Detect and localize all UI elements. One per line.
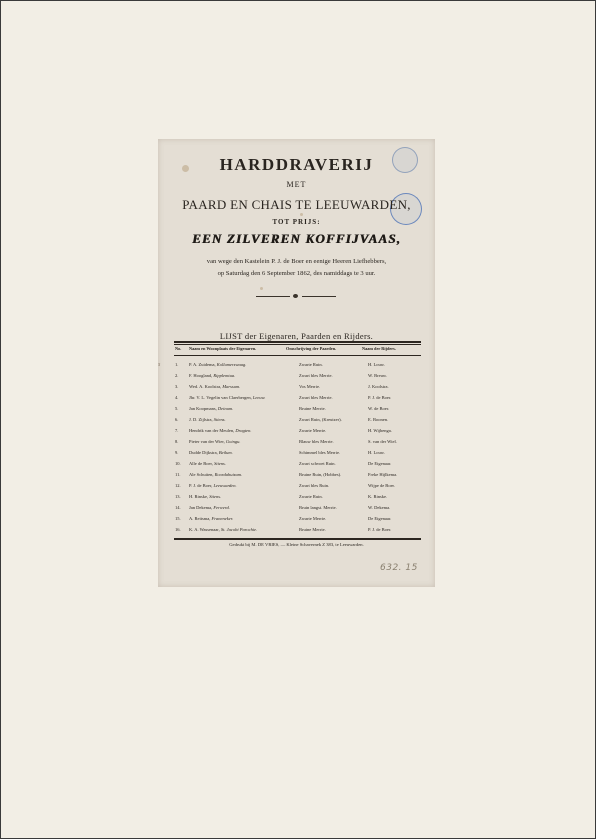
horse-description: Zwarte Merrie. xyxy=(299,428,327,433)
horse-description: Zwart bles Merrie. xyxy=(299,395,333,400)
horse-description: Bruine Merrie. xyxy=(299,527,326,532)
margin-mark: 5 xyxy=(158,362,161,367)
horse-description: Bruine Ruin, (Hobbes). xyxy=(299,472,342,477)
poster-sheet xyxy=(158,139,435,587)
horse-description: Zwarte Ruin. xyxy=(299,362,323,367)
table-row xyxy=(158,436,435,447)
entry-number: 6. xyxy=(175,417,179,422)
table-row xyxy=(158,502,435,513)
owner-name: A. Reitsma, xyxy=(189,516,211,521)
entry-number: 10. xyxy=(175,461,181,466)
table-row xyxy=(158,425,435,436)
rider-name: H. Louw. xyxy=(368,450,385,455)
owner-place: Roordahuizum. xyxy=(214,472,243,477)
entry-number: 9. xyxy=(175,450,179,455)
entry-number: 11. xyxy=(175,472,181,477)
owner-place: Franeneker. xyxy=(211,516,234,521)
entry-number: 8. xyxy=(175,439,179,444)
owner-cell xyxy=(189,461,226,466)
owner-name: Jhr. V. L. Vegelin van Claerbergen, xyxy=(189,395,252,400)
owner-place: Goingu. xyxy=(225,439,241,444)
horse-description: Zwart Ruin, (Kreutzer). xyxy=(299,417,342,422)
poster-subtitle: PAARD EN CHAIS TE LEEUWARDEN, xyxy=(182,197,411,212)
owner-cell xyxy=(189,439,241,444)
owner-name: J. D. Zijlstra, xyxy=(189,417,213,422)
entry-number: 4. xyxy=(175,395,179,400)
poster-title: HARDDRAVERIJ xyxy=(219,155,374,174)
horse-description: Bruin langst. Merrie. xyxy=(299,505,337,510)
rider-name: H. Wijbenga. xyxy=(368,428,392,433)
table-row xyxy=(158,392,435,403)
list-title: LIJST der Eigenaren, Paarden en Rijders. xyxy=(219,331,374,341)
owner-cell xyxy=(189,417,226,422)
owner-name: Dudde Dijkstra, xyxy=(189,450,218,455)
horse-description: Zwarte Ruin. xyxy=(299,494,323,499)
header-rider: Naam der Rijders. xyxy=(362,346,396,351)
owner-place: Beilum. xyxy=(218,450,233,455)
owner-name: Jan Koopmans, xyxy=(189,406,217,411)
horse-description: Vos Merrie. xyxy=(299,384,321,389)
horse-description: Bruine Merrie. xyxy=(299,406,326,411)
owner-cell xyxy=(189,516,233,521)
horse-description: Zwarte Merrie. xyxy=(299,516,327,521)
owner-place: Ferwerd. xyxy=(213,505,230,510)
rider-name: H. Louw. xyxy=(368,362,385,367)
owner-cell xyxy=(189,527,257,532)
header-rule xyxy=(174,355,421,356)
owner-name: Wed. A. Koolstra, xyxy=(189,384,222,389)
table-top-rule xyxy=(174,341,421,343)
organizer-line: van wege den Kastelein P. J. de Boer en eenige Heeren Liefhebbers, xyxy=(206,258,387,265)
owner-place: Leeuwarden. xyxy=(213,483,237,488)
owner-name: P. A. Zuidema, xyxy=(189,362,216,367)
owner-name: Hendrik van der Meulen, xyxy=(189,428,235,433)
owner-cell xyxy=(189,384,240,389)
owner-name: P. J. de Boer, xyxy=(189,483,213,488)
entry-number: 15. xyxy=(175,516,181,521)
rider-name: S. van der Wiel. xyxy=(368,439,397,444)
table-row xyxy=(158,491,435,502)
table-row xyxy=(158,414,435,425)
printer-imprint: Gedrukt bij M. DE VRIES, — Kleine Schavernek Z 383, te Leeuwarden. xyxy=(229,542,364,547)
owner-name: F. Hoogland, xyxy=(189,373,213,378)
owner-cell xyxy=(189,362,246,367)
entry-number: 7. xyxy=(175,428,179,433)
owner-place: Stiens. xyxy=(209,494,222,499)
horse-description: Schimmel bles Merrie. xyxy=(299,450,341,455)
owner-cell xyxy=(189,472,242,477)
table-bottom-rule xyxy=(174,538,421,540)
table-row xyxy=(158,447,435,458)
table-row xyxy=(158,469,435,480)
owner-cell xyxy=(189,494,221,499)
rider-name: Freke Hijlkema. xyxy=(368,472,398,477)
foxing-stain xyxy=(260,287,263,290)
rider-name: E. Boonen. xyxy=(368,417,389,422)
header-owner: Naam en Woonplaats der Eigenaren. xyxy=(189,346,257,351)
entry-number: 16. xyxy=(175,527,181,532)
entry-number: 14. xyxy=(175,505,181,510)
entry-number: 12. xyxy=(175,483,181,488)
rider-name: K. Rinske. xyxy=(368,494,388,499)
entry-number: 13. xyxy=(175,494,181,499)
owner-cell xyxy=(189,450,233,455)
rider-name: Wijpe de Boer. xyxy=(368,483,395,488)
owner-name: K. A. Wassenaar, xyxy=(189,527,220,532)
foxing-stain xyxy=(300,213,303,216)
table-row xyxy=(158,370,435,381)
owner-place: St. Jacobi Parochie. xyxy=(220,527,258,532)
table-top-rule-thin xyxy=(174,344,421,345)
table-row xyxy=(158,458,435,469)
owner-place: Stiens. xyxy=(213,417,226,422)
entry-number: 5. xyxy=(175,406,179,411)
owner-place: Leeuw. xyxy=(252,395,266,400)
rider-name: W. Breuw. xyxy=(368,373,387,378)
owner-place: Stiens. xyxy=(214,461,226,466)
owner-cell xyxy=(189,395,265,400)
date-line: op Saturdag den 6 September 1862, des namiddags te 3 uur. xyxy=(217,270,376,277)
horse-description: Zwart schvoet Ruin. xyxy=(299,461,336,466)
horse-description: Blauw bles Merrie. xyxy=(299,439,334,444)
owner-place: Marssum. xyxy=(222,384,241,389)
owner-cell xyxy=(189,373,235,378)
owner-name: H. Rinske, xyxy=(189,494,209,499)
owner-name: Ale Schuiten, xyxy=(189,472,214,477)
table-row xyxy=(158,381,435,392)
rider-name: P. J. de Boer. xyxy=(368,395,392,400)
owner-name: Alle de Boer, xyxy=(189,461,213,466)
owner-name: Pieter van der Wier, xyxy=(189,439,225,444)
table-row xyxy=(158,480,435,491)
entry-number: 1. xyxy=(175,362,179,367)
horse-description: Zwart bles Merrie. xyxy=(299,373,333,378)
prize-name: EEN ZILVEREN KOFFIJVAAS, xyxy=(191,231,402,246)
owner-place: Dragten. xyxy=(235,428,252,433)
prize-intro: TOT PRIJS: xyxy=(272,218,321,226)
owner-place: Deinum. xyxy=(217,406,234,411)
owner-cell xyxy=(189,483,237,488)
table-row xyxy=(158,403,435,414)
horse-description: Zwart bles Ruin. xyxy=(299,483,330,488)
owner-place: Kollumerzwaag. xyxy=(216,362,247,367)
pencil-inventory-note: 632. 15 xyxy=(380,563,418,573)
ornament-divider xyxy=(256,294,336,298)
entry-number: 2. xyxy=(175,373,179,378)
owner-cell xyxy=(189,505,230,510)
header-no: No. xyxy=(175,346,182,351)
rider-name: W. Dekema. xyxy=(368,505,391,510)
table-row xyxy=(158,524,435,535)
owner-cell xyxy=(189,428,252,433)
header-horse: Omschrijving der Paarden. xyxy=(286,346,337,351)
rider-name: J. Koolstra. xyxy=(368,384,389,389)
owner-cell xyxy=(189,406,233,411)
rider-name: P. J. de Boer. xyxy=(368,527,392,532)
rider-name: De Eigenaar. xyxy=(368,516,392,521)
owner-place: Ripplemtua. xyxy=(213,373,236,378)
table-row xyxy=(158,513,435,524)
rider-name: W. de Boer. xyxy=(368,406,390,411)
entry-number: 3. xyxy=(175,384,179,389)
table-row xyxy=(158,359,435,370)
poster-met: MET xyxy=(286,180,307,189)
rider-name: De Eigenaar. xyxy=(368,461,392,466)
owner-name: Jan Dekema, xyxy=(189,505,213,510)
